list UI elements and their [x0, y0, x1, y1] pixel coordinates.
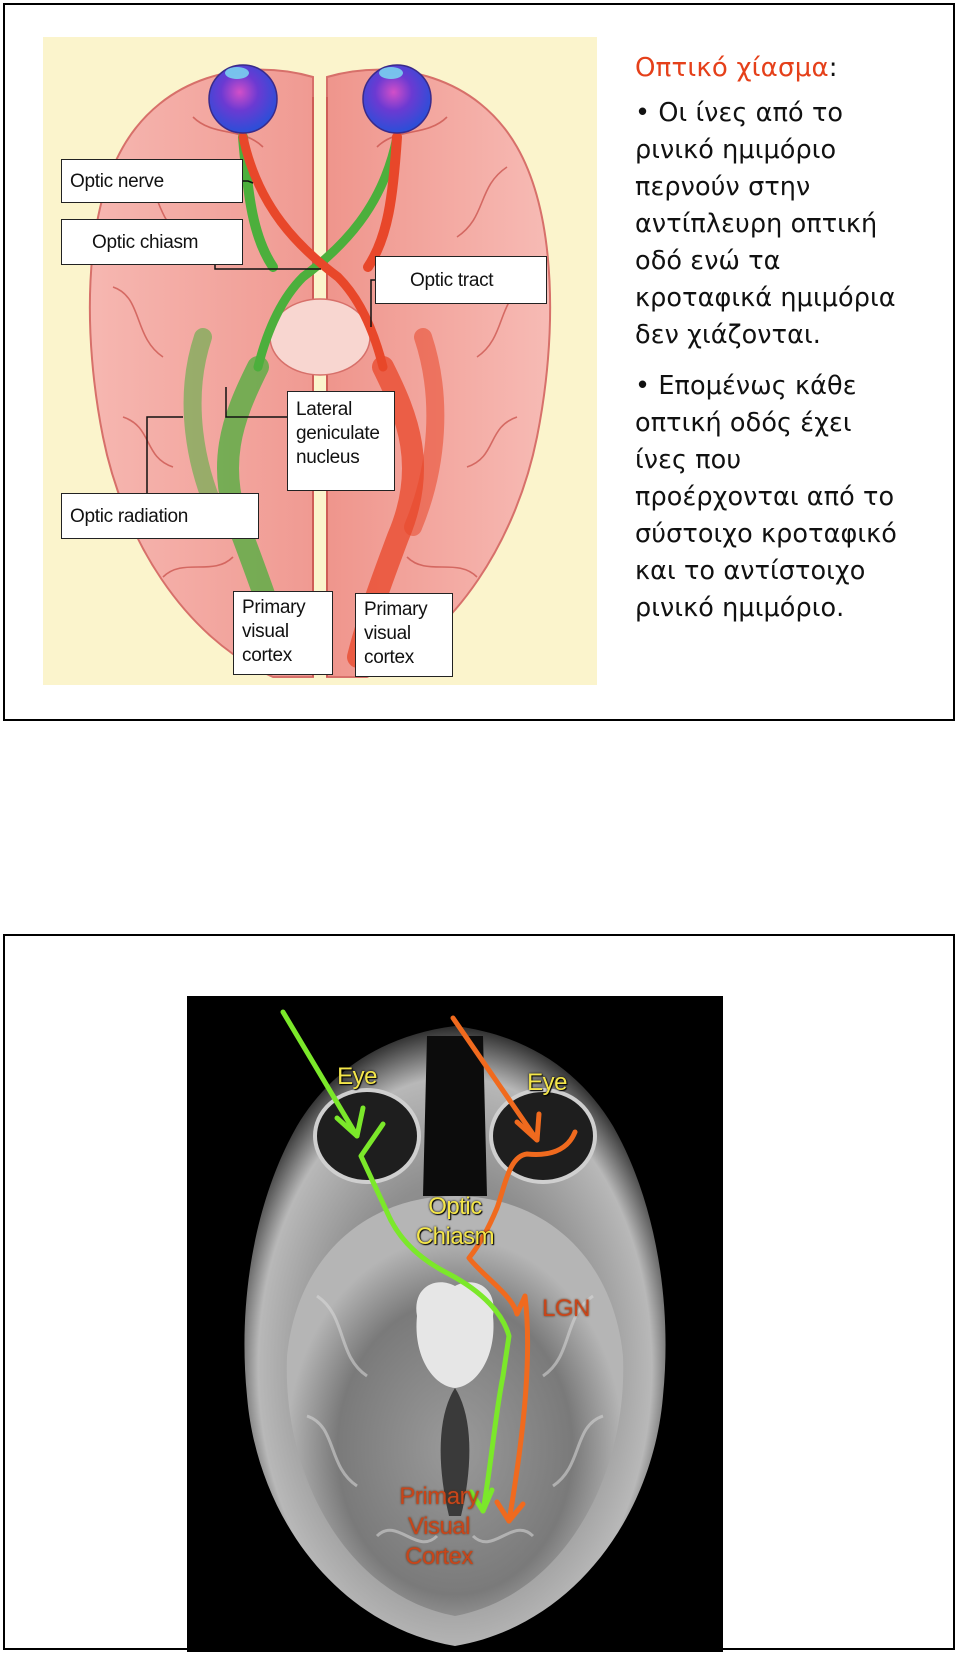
mri-label-primary-visual-cortex	[373, 1482, 505, 1572]
slide-text	[635, 53, 945, 627]
mri-chiasm-line: Optic	[428, 1193, 482, 1220]
mri-pvc-line: Primary	[399, 1483, 479, 1510]
bullet-line: αντίπλευρη οπτική	[635, 209, 878, 239]
bullet-point-1	[635, 95, 945, 354]
slide-heading	[635, 53, 945, 83]
mri-label-optic-chiasm	[395, 1192, 515, 1252]
label-optic-tract: Optic tract	[375, 256, 547, 304]
bullet-point-2	[635, 368, 945, 627]
label-primary-visual-cortex-right	[355, 593, 453, 677]
label-lgn-line: geniculate	[296, 423, 380, 444]
brain-illustration	[43, 37, 597, 685]
heading-text: Οπτικό χίασμα	[635, 53, 829, 83]
mri-chiasm-line: Chiasm	[415, 1223, 495, 1250]
label-pvc-line: visual	[242, 621, 289, 642]
right-orbit	[491, 1090, 595, 1182]
mri-pvc-line: Cortex	[405, 1543, 473, 1570]
label-optic-radiation: Optic radiation	[61, 493, 259, 539]
midbrain	[270, 299, 370, 375]
bullet-line: και το αντίστοιχο	[635, 556, 866, 586]
bullet-line: ρινικό ημιμόριο.	[635, 593, 845, 623]
label-lgn-line: Lateral	[296, 399, 352, 420]
slide-optic-chiasm	[3, 3, 955, 721]
bullet-line: ίνες που	[635, 445, 742, 475]
bullet-line: • Οι ίνες από το	[635, 98, 844, 128]
bullet-line: οπτική οδός έχει	[635, 408, 852, 438]
bullet-line: οδό ενώ τα	[635, 246, 781, 276]
bullet-line: • Επομένως κάθε	[635, 371, 857, 401]
label-pvc-line: Primary	[242, 597, 306, 618]
bullet-line: σύστοιχο κροταφικό	[635, 519, 897, 549]
heading-colon: :	[828, 53, 838, 83]
label-pvc-line: Primary	[364, 599, 428, 620]
slide-mri-visual-pathway	[3, 934, 955, 1650]
bullet-line: ρινικό ημιμόριο	[635, 135, 837, 165]
mri-label-eye-right: Eye	[527, 1069, 567, 1096]
brain-drawing	[43, 37, 597, 685]
bullet-line: κροταφικά ημιμόρια	[635, 283, 896, 313]
bullet-line: προέρχονται από το	[635, 482, 895, 512]
bullet-line: δεν χιάζονται.	[635, 320, 821, 350]
mri-pvc-line: Visual	[408, 1513, 470, 1540]
mri-label-lgn: LGN	[542, 1295, 590, 1322]
label-pvc-line: cortex	[364, 647, 414, 668]
label-pvc-line: visual	[364, 623, 411, 644]
mri-image	[187, 996, 723, 1652]
label-primary-visual-cortex-left	[233, 591, 333, 675]
label-lgn-line: nucleus	[296, 447, 360, 468]
bullet-line: περνούν στην	[635, 172, 811, 202]
mri-label-eye-left: Eye	[337, 1063, 377, 1090]
label-pvc-line: cortex	[242, 645, 292, 666]
label-optic-chiasm: Optic chiasm	[61, 219, 243, 265]
label-optic-nerve: Optic nerve	[61, 159, 243, 203]
label-lateral-geniculate-nucleus	[287, 391, 395, 491]
